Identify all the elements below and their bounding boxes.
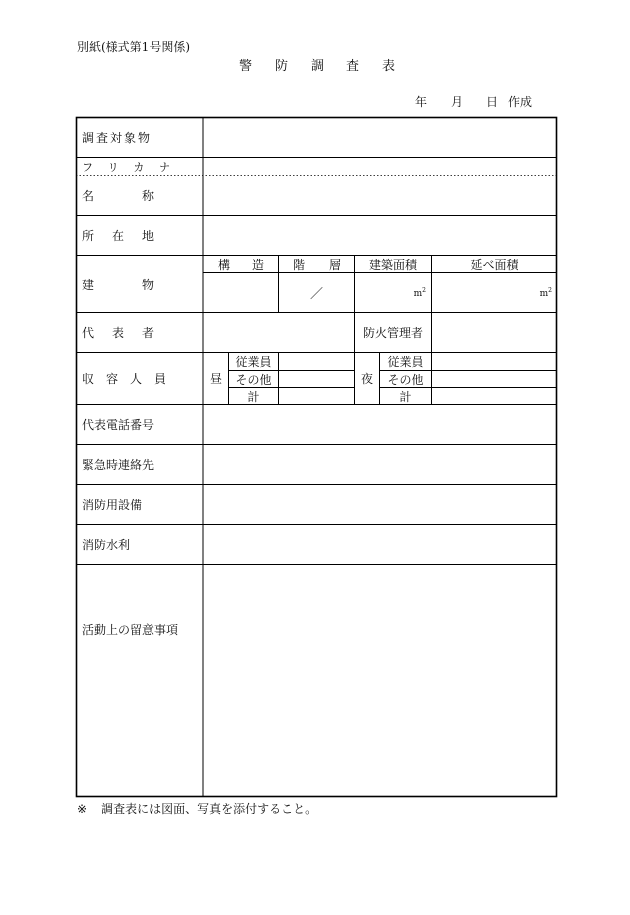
- day-employees-input[interactable]: [279, 353, 354, 370]
- total-floor-area-column-header: 延べ面積: [470, 257, 519, 272]
- building-label-char: 建: [82, 277, 95, 292]
- location-label: [82, 216, 154, 255]
- night-total-label: 計: [399, 389, 412, 404]
- water-supply-label: 消防水利: [82, 538, 131, 552]
- capacity-label: [82, 353, 166, 404]
- structure-header-char: 造: [251, 257, 264, 272]
- night-others-label: その他: [387, 372, 424, 387]
- location-label-char: 在: [111, 229, 124, 243]
- footer-note: [77, 800, 317, 817]
- emergency-contact-input[interactable]: [204, 445, 557, 484]
- night-label: 夜: [360, 372, 373, 386]
- title-char: 調: [311, 59, 325, 74]
- date-year-label: 年: [415, 95, 428, 109]
- structure-header-char: 構: [218, 257, 231, 272]
- total-floor-area-input[interactable]: [432, 273, 557, 312]
- location-input[interactable]: [204, 216, 557, 255]
- night-others-input[interactable]: [432, 371, 557, 387]
- survey-target-label: 調査対象物: [82, 131, 153, 145]
- representative-input[interactable]: [204, 313, 354, 352]
- total-floor-area-unit: $m^2$: [539, 287, 552, 299]
- floors-input[interactable]: [279, 273, 354, 312]
- date-month-label: 月: [451, 95, 464, 109]
- capacity-label-char: 収: [82, 372, 95, 386]
- water-supply-input[interactable]: [204, 525, 557, 564]
- emergency-contact-label: 緊急時連絡先: [82, 458, 155, 472]
- furigana-label: [82, 158, 170, 175]
- furigana-input[interactable]: [204, 158, 557, 175]
- furigana-char: カ: [133, 160, 145, 174]
- location-label-char: 地: [141, 229, 154, 243]
- day-label: 昼: [209, 372, 222, 386]
- name-input[interactable]: [204, 176, 557, 215]
- title-char: 防: [275, 59, 289, 74]
- fire-prevention-manager-input[interactable]: [432, 313, 557, 352]
- building-area-unit: $m^2$: [413, 287, 426, 299]
- capacity-label-char: 人: [129, 372, 142, 386]
- phone-input[interactable]: [204, 405, 557, 444]
- night-total-input[interactable]: [432, 388, 557, 404]
- date-suffix: 作成: [508, 95, 533, 109]
- fire-equipment-label: 消防用設備: [82, 498, 143, 512]
- title-char: 警: [239, 59, 253, 74]
- furigana-char: リ: [107, 160, 119, 174]
- footer-mark: ※: [77, 802, 88, 816]
- name-label-char: 名: [82, 189, 95, 203]
- night-employees-input[interactable]: [432, 353, 557, 370]
- fire-equipment-input[interactable]: [204, 485, 557, 524]
- representative-label: [82, 313, 154, 352]
- floors-column-header: [293, 256, 341, 272]
- building-area-column-header: 建築面積: [368, 257, 417, 272]
- fire-prevention-manager-label: 防火管理者: [362, 326, 423, 340]
- building-label: [82, 256, 154, 312]
- notes-label: 活動上の留意事項: [82, 623, 179, 637]
- attachment-note: 別紙(様式第1号関係): [77, 40, 190, 54]
- floor-separator: ／: [309, 287, 323, 302]
- day-total-input[interactable]: [279, 388, 354, 404]
- furigana-char: フ: [82, 160, 93, 174]
- day-total-label: 計: [247, 389, 260, 404]
- day-employees-label: 従業員: [235, 355, 272, 369]
- day-others-input[interactable]: [279, 371, 354, 387]
- floors-header-char: 層: [328, 257, 341, 272]
- furigana-char: ナ: [158, 160, 170, 174]
- capacity-label-char: 容: [105, 372, 118, 386]
- representative-label-char: 代: [82, 326, 95, 340]
- name-label: [82, 176, 154, 215]
- notes-input[interactable]: [204, 565, 557, 796]
- building-label-char: 物: [141, 277, 154, 292]
- building-area-input[interactable]: [355, 273, 431, 312]
- location-label-char: 所: [82, 229, 95, 243]
- footer-note-text: 調査表には図面、写真を添付すること。: [101, 802, 318, 816]
- representative-label-char: 者: [141, 326, 154, 340]
- name-label-char: 称: [141, 189, 154, 203]
- date-day-label: 日: [486, 95, 499, 109]
- capacity-label-char: 員: [153, 372, 166, 386]
- representative-label-char: 表: [111, 326, 124, 340]
- floors-header-char: 階: [293, 257, 306, 272]
- title-char: 表: [382, 59, 396, 74]
- structure-input[interactable]: [204, 273, 278, 312]
- phone-label: 代表電話番号: [82, 418, 155, 432]
- survey-target-input[interactable]: [204, 118, 557, 157]
- day-others-label: その他: [235, 372, 272, 387]
- structure-column-header: [218, 256, 264, 272]
- title-char: 査: [346, 59, 360, 74]
- night-employees-label: 従業員: [387, 355, 424, 369]
